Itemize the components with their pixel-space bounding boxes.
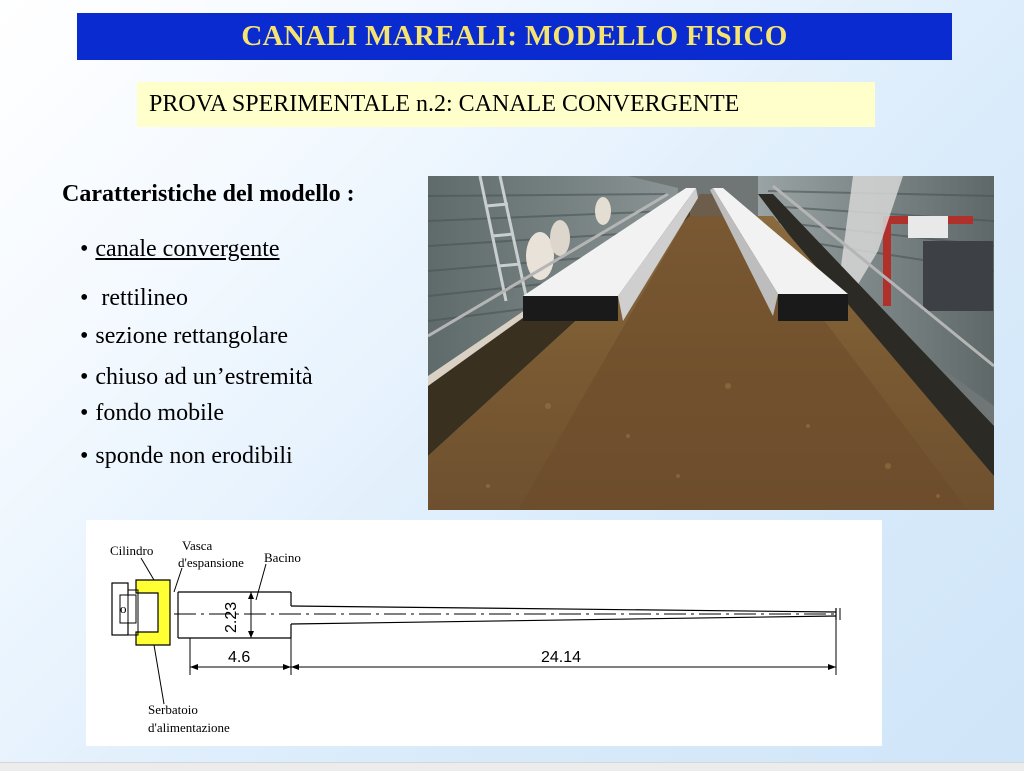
width-dimension: 2.23	[223, 601, 240, 633]
bullet: •	[80, 400, 89, 426]
width-arrow-bottom	[248, 631, 254, 638]
feature-label: chiuso ad un’estremità	[95, 364, 313, 390]
leader-basin	[256, 564, 266, 600]
cylinder-mark: o	[120, 601, 127, 616]
label-expansion-tank-1: Vasca	[182, 538, 213, 553]
channel-length-dimension: 24.14	[541, 649, 582, 666]
length-arrow-1	[190, 664, 198, 670]
feature-label: rettilineo	[95, 285, 189, 311]
channel-photo-illustration	[428, 176, 994, 510]
bullet: •	[80, 364, 89, 390]
channel-top-edge	[291, 606, 836, 612]
feature-item	[80, 285, 188, 312]
feature-label: canale convergente	[95, 236, 280, 262]
cylinder-shape	[136, 580, 170, 645]
length-arrow-4	[828, 664, 836, 670]
title-bar	[77, 13, 952, 60]
label-cylinder: Cilindro	[110, 543, 154, 558]
feature-label: sponde non erodibili	[95, 443, 293, 469]
leader-expansion	[174, 568, 182, 592]
bullet: •	[80, 236, 89, 262]
features-heading: Caratteristiche del modello :	[62, 181, 355, 207]
width-arrow-top	[248, 592, 254, 599]
channel-photo	[428, 176, 994, 510]
label-basin: Bacino	[264, 550, 301, 565]
channel-bottom-edge	[291, 616, 836, 624]
length-arrow-3	[291, 664, 299, 670]
feature-item	[80, 364, 313, 391]
slide-subtitle: PROVA SPERIMENTALE n.2: CANALE CONVERGENTE	[149, 91, 740, 117]
feature-item	[80, 443, 293, 470]
feature-label: sezione rettangolare	[95, 323, 288, 349]
label-feed-tank-2: d'alimentazione	[148, 720, 230, 735]
schematic-drawing	[86, 520, 882, 746]
leader-feed-tank	[154, 645, 164, 704]
label-feed-tank-1: Serbatoio	[148, 702, 198, 717]
feature-label: fondo mobile	[95, 400, 225, 426]
slide-title: CANALI MAREALI: MODELLO FISICO	[241, 20, 788, 52]
tank-length-dimension: 4.6	[228, 649, 251, 666]
feature-item	[80, 400, 224, 427]
leader-cylinder	[141, 558, 154, 580]
bullet: •	[80, 443, 89, 469]
features-section	[62, 181, 422, 469]
feature-item	[80, 323, 288, 350]
label-expansion-tank-2: d'espansione	[178, 555, 244, 570]
subtitle-box	[137, 82, 875, 127]
bullet: •	[80, 285, 89, 311]
bullet: •	[80, 323, 89, 349]
schematic-diagram	[86, 520, 882, 746]
length-arrow-2	[283, 664, 291, 670]
feature-item	[80, 236, 280, 263]
